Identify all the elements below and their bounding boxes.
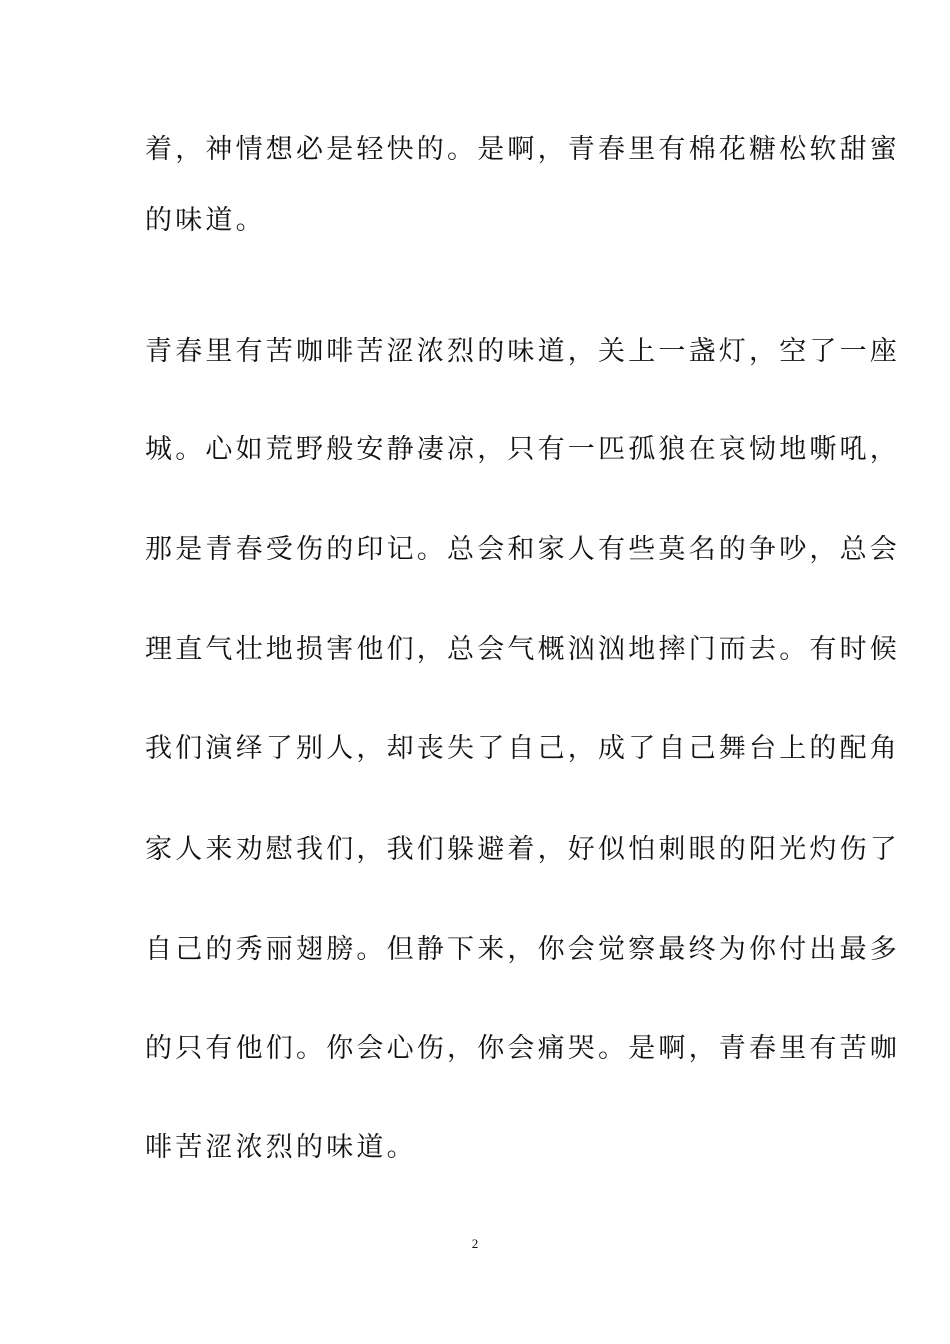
text-line: 啡苦涩浓烈的味道。	[145, 1132, 417, 1163]
text-line: 理直气壮地损害他们，总会气概汹汹地摔门而去。有时候	[145, 634, 900, 665]
text-line: 的只有他们。你会心伤，你会痛哭。是啊，青春里有苦咖	[145, 1033, 900, 1064]
text-line: 城。心如荒野般安静凄凉，只有一匹孤狼在哀恸地嘶吼，	[145, 434, 900, 465]
text-line: 着，神情想必是轻快的。是啊，青春里有棉花糖松软甜蜜	[145, 134, 900, 165]
text-line: 的味道。	[145, 205, 266, 236]
page-number: 2	[471, 1236, 479, 1251]
text-line: 自己的秀丽翅膀。但静下来，你会觉察最终为你付出最多	[145, 934, 900, 965]
text-line: 家人来劝慰我们，我们躲避着，好似怕刺眼的阳光灼伤了	[145, 834, 900, 865]
text-line: 青春里有苦咖啡苦涩浓烈的味道，关上一盏灯，空了一座	[145, 336, 900, 367]
text-line: 我们演绎了别人，却丧失了自己，成了自己舞台上的配角	[145, 733, 900, 764]
text-line: 那是青春受伤的印记。总会和家人有些莫名的争吵，总会	[145, 534, 900, 565]
